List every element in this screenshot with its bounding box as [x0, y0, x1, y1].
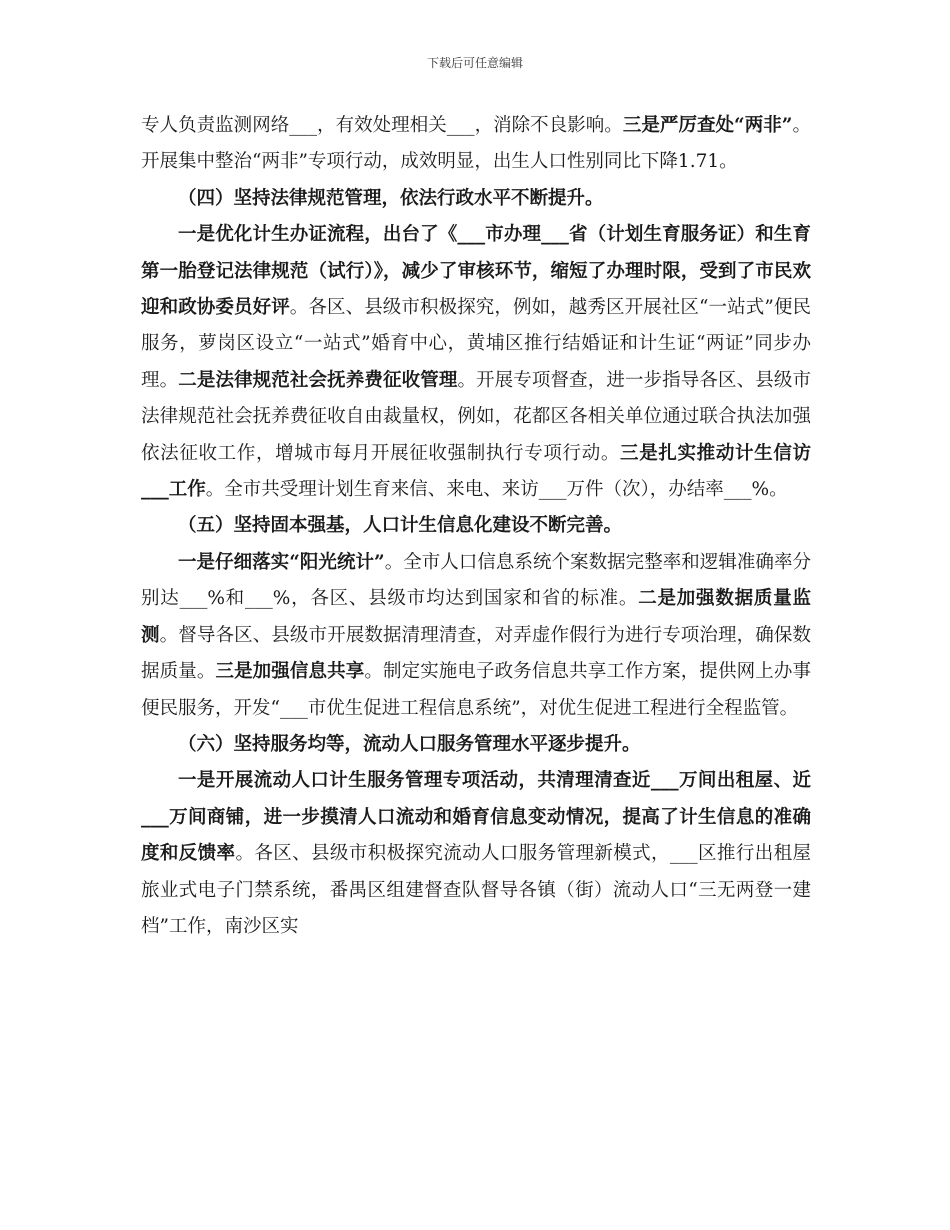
page-header: 下载后可任意编辑 — [426, 56, 523, 70]
text-segment-bold: 一是优化计生办证流程，出台了《___市办理___省（计划生育服务证）和生育第一胎登记法律规范（试行）》，减少了审核环节，缩短了办理时限，受到了市民欢迎和政协委员好评 — [141, 224, 811, 319]
text-segment-bold: 三是扎实推动计生信访___工作 — [141, 442, 811, 501]
text-segment-bold: 一是仔细落实“阳光统计” — [178, 551, 385, 573]
text-segment: 专人负责监测网络___，有效处理相关___，消除不良影响。 — [141, 115, 623, 136]
text-segment: 。开展集中整治“两非”专项行动，成效明显，出生人口性别同比下降1.71。 — [141, 115, 811, 173]
text-segment-bold: （六）坚持服务均等，流动人口服务管理水平逐步提升。 — [178, 733, 641, 755]
text-segment: 。制定实施电子政务信息共享工作方案，提供网上办事便民服务，开发“___市优生促进工程信息系统”，对优生促进工程进行全程监管。 — [141, 661, 811, 719]
text-segment: 。各区、县级市积极探究，例如，越秀区开展社区“一站式”便民服务，萝岗区设立“一站式”婚育中心，黄埔区推行结婚证和计生证“两证”同步办理。 — [141, 297, 811, 391]
text-segment-bold: 三是加强信息共享 — [215, 661, 365, 683]
paragraph-section-4 — [141, 217, 811, 508]
paragraph-section-6 — [141, 763, 811, 945]
text-segment-bold: 二是加强数据质量监测 — [141, 588, 811, 646]
text-segment: 。督导各区、县级市开展数据清理清查，对弄虚作假行为进行专项治理，确保数据质量。 — [141, 624, 811, 683]
document-body — [141, 108, 811, 945]
paragraph-continuation — [141, 108, 811, 181]
text-segment: 。开展专项督查，进一步指导各区、县级市法律规范社会抚养费征收自由裁量权，例如，花都区各相关单位通过联合执法加强依法征收工作，增城市每月开展征收强制执行专项行动。 — [141, 369, 811, 464]
section-heading-5 — [141, 508, 811, 544]
text-segment-bold: 三是严厉查处“两非” — [622, 115, 793, 136]
text-segment-bold: 一是开展流动人口计生服务管理专项活动，共清理清查近___万间出租屋、近___万间商铺，进一步摸清人口流动和婚育信息变动情况，提高了计生信息的准确度和反馈率 — [141, 770, 811, 865]
text-segment: 。全市共受理计划生育来信、来电、来访___万件（次），办结率___%。 — [205, 479, 788, 501]
section-heading-4 — [141, 181, 811, 217]
text-segment-bold: （四）坚持法律规范管理，依法行政水平不断提升。 — [178, 187, 604, 209]
text-segment-bold: （五）坚持固本强基，人口计生信息化建设不断完善。 — [178, 515, 623, 537]
text-segment: 。各区、县级市积极探究流动人口服务管理新模式，___区推行出租屋旅业式电子门禁系统，番禺区组建督查队督导各镇（街）流动人口“三无两登一建档”工作，南沙区实 — [141, 843, 811, 937]
text-segment: 。全市人口信息系统个案数据完整率和逻辑准确率分别达___%和___%，各区、县级市均达到国家和省的标准。 — [141, 551, 811, 610]
text-segment-bold: 二是法律规范社会抚养费征收管理 — [178, 369, 458, 391]
section-heading-6 — [141, 727, 811, 763]
paragraph-section-5 — [141, 545, 811, 727]
